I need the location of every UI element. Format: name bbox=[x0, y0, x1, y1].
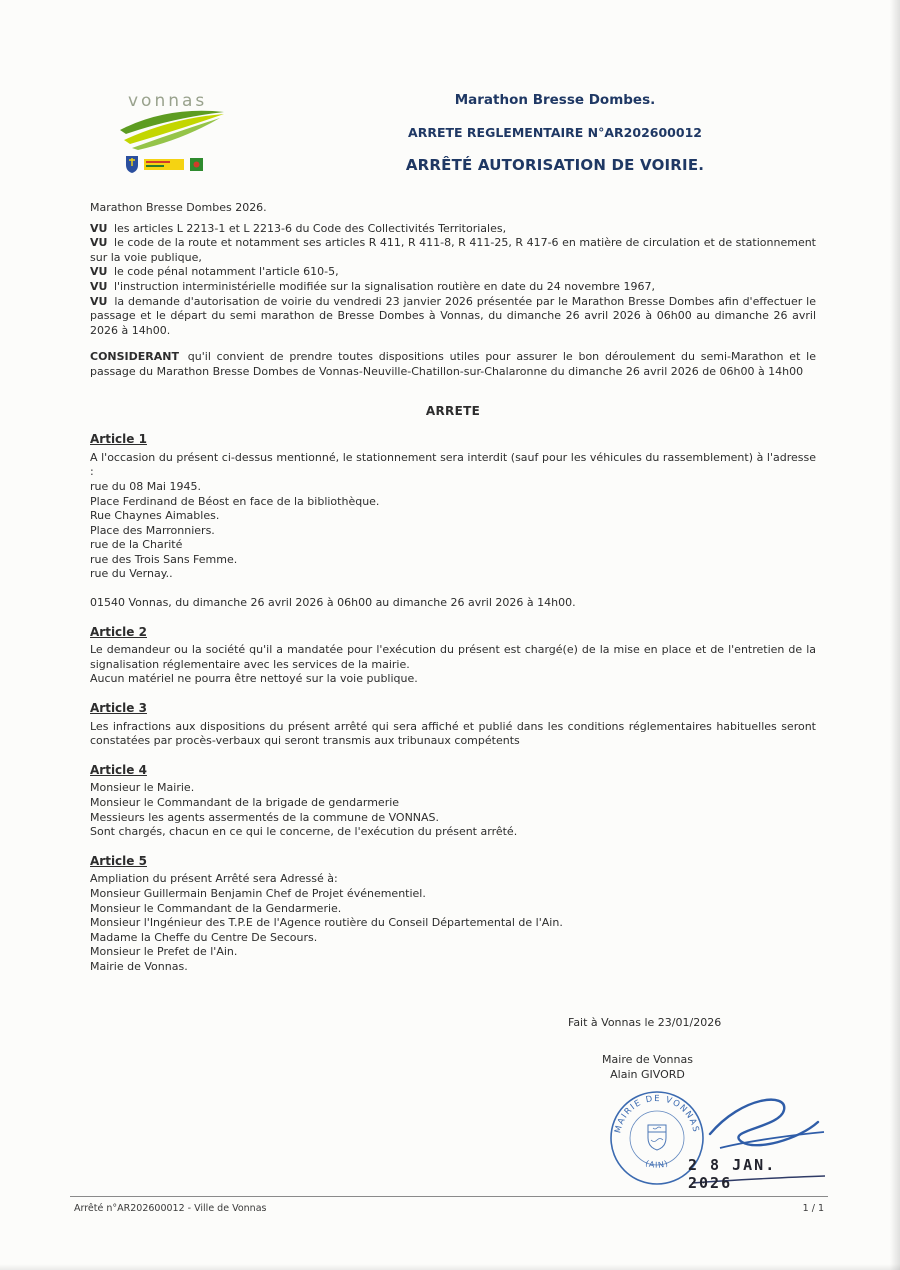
signatory-role: Maire de Vonnas bbox=[602, 1053, 693, 1066]
banner-stripe2 bbox=[146, 165, 164, 167]
considerant-label: CONSIDERANT bbox=[90, 350, 179, 364]
doc-title-number: ARRETE REGLEMENTAIRE N°AR202600012 bbox=[408, 125, 702, 140]
address-line: rue de la Charité bbox=[90, 538, 183, 552]
article-1-heading: Article 1 bbox=[90, 432, 147, 447]
doc-title-event: Marathon Bresse Dombes. bbox=[454, 92, 656, 108]
arrete-heading: ARRETE bbox=[425, 403, 481, 418]
article-5-line: Monsieur Guillermain Benjamin Chef de Projet événementiel. bbox=[90, 886, 426, 900]
article-5-line: Monsieur le Prefet de l'Ain. bbox=[90, 945, 238, 959]
article-1-section bbox=[90, 432, 816, 611]
article-5-line: Mairie de Vonnas. bbox=[90, 959, 188, 973]
article-4-heading: Article 4 bbox=[90, 762, 147, 777]
date-place-line: Fait à Vonnas le 23/01/2026 bbox=[568, 1016, 722, 1029]
vu-paragraph-1 bbox=[90, 222, 816, 237]
vu-paragraph-5 bbox=[90, 295, 816, 339]
footer-page-number: 1 / 1 bbox=[802, 1203, 824, 1214]
logo-emblems bbox=[126, 156, 203, 173]
signature-stroke bbox=[720, 1132, 824, 1148]
address-line: rue des Trois Sans Femme. bbox=[90, 552, 238, 566]
vu-text: les articles L 2213-1 et L 2213-6 du Code des Collectivités Territoriales, bbox=[113, 221, 507, 235]
article-5-line: Madame la Cheffe du Centre De Secours. bbox=[90, 930, 318, 944]
stamp-bottom-text bbox=[644, 1159, 670, 1170]
article-3-section bbox=[90, 701, 816, 749]
signature-flourish bbox=[710, 1100, 818, 1146]
footer-divider bbox=[70, 1196, 828, 1197]
vu-label: VU bbox=[90, 265, 108, 279]
badge-dot bbox=[194, 162, 200, 168]
article-4-line: Messieurs les agents assermentés de la commune de VONNAS. bbox=[90, 810, 440, 824]
signatory-block bbox=[545, 1052, 750, 1082]
vonnas-logo bbox=[112, 88, 232, 187]
vu-label: VU bbox=[90, 221, 108, 235]
article-2-heading: Article 2 bbox=[90, 624, 147, 639]
signatory-name: Alain GIVORD bbox=[610, 1068, 685, 1081]
vu-text: le code de la route et notamment ses articles R 411, R 411-8, R 411-25, R 417-6 en matière de circulation et de stationnement sur la voie publique, bbox=[90, 236, 816, 264]
article-4-section bbox=[90, 763, 816, 840]
date-received-stamp: 2 8 JAN. 2026 bbox=[688, 1156, 777, 1192]
logo-wordmark: vonnas bbox=[128, 91, 208, 111]
article-5-heading: Article 5 bbox=[90, 853, 147, 868]
doc-title-type: ARRÊTÉ AUTORISATION DE VOIRIE. bbox=[405, 156, 705, 174]
fleuris-banner-icon bbox=[144, 159, 184, 170]
article-3-text: Les infractions aux dispositions du présent arrêté qui sera affiché et publié dans les conditions réglementaires habituelles seront constatées par procès-verbaux qui seront transmis aux tribunaux compétents bbox=[90, 719, 816, 748]
vu-text: le code pénal notamment l'article 610-5, bbox=[113, 265, 339, 279]
vu-paragraph-4 bbox=[90, 280, 816, 295]
vu-label: VU bbox=[90, 279, 108, 293]
address-line: rue du 08 Mai 1945. bbox=[90, 479, 201, 493]
article-4-line: Monsieur le Commandant de la brigade de gendarmerie bbox=[90, 796, 400, 809]
article-2-text: Le demandeur ou la société qu'il a mandatée pour l'exécution du présent est chargé(e) de la mise en place et de l'entretien de la signalisation réglementaire avec les services de la mairie. bbox=[90, 643, 816, 671]
article-5-line: Monsieur le Commandant de la Gendarmerie. bbox=[90, 901, 342, 915]
stamp-top-textpath: MAIRIE DE VONNAS bbox=[613, 1093, 701, 1135]
article-2-section bbox=[90, 625, 816, 687]
article-5-section bbox=[90, 854, 816, 975]
article-4-line: Sont chargés, chacun en ce qui le concerne, de l'exécution du présent arrêté. bbox=[90, 825, 518, 839]
mairie-stamp-area bbox=[592, 1082, 827, 1194]
document-body bbox=[90, 201, 816, 975]
vu-paragraph-3 bbox=[90, 265, 816, 280]
article-3-heading: Article 3 bbox=[90, 701, 147, 716]
article-2-text: Aucun matériel ne pourra être nettoyé sur la voie publique. bbox=[90, 672, 418, 686]
address-line: Place des Marronniers. bbox=[90, 523, 215, 537]
banner-stripe bbox=[146, 161, 170, 163]
article-1-closing: 01540 Vonnas, du dimanche 26 avril 2026 à 06h00 au dimanche 26 avril 2026 à 14h00. bbox=[90, 596, 576, 610]
address-line: Place Ferdinand de Béost en face de la bibliothèque. bbox=[90, 494, 380, 508]
vu-paragraph-2 bbox=[90, 236, 816, 265]
address-line: Rue Chaynes Aimables. bbox=[90, 509, 220, 523]
article-5-line: Ampliation du présent Arrêté sera Adressé à: bbox=[90, 872, 338, 886]
vonnas-logo-graphic bbox=[112, 88, 232, 183]
considerant-text: qu'il convient de prendre toutes dispositions utiles pour assurer le bon déroulement du semi-Marathon et le passage du Marathon Bresse Dombes de Vonnas-Neuville-Chatillon-sur-Chalaronne du dimanche 26 avril 2026 de 06h00 à 14h00 bbox=[90, 350, 816, 378]
vu-label: VU bbox=[90, 294, 108, 308]
stamp-inner-ring bbox=[630, 1111, 684, 1165]
article-1-intro: A l'occasion du présent ci-dessus mentionné, le stationnement sera interdit (sauf pour les véhicules du rassemblement) à l'adresse : bbox=[90, 450, 816, 479]
address-line: rue du Vernay.. bbox=[90, 567, 173, 581]
document-header bbox=[300, 92, 810, 174]
stamp-bottom-textpath: (AIN) bbox=[644, 1158, 670, 1170]
stamp-crest-icon bbox=[648, 1125, 666, 1150]
vu-text: la demande d'autorisation de voirie du vendredi 23 janvier 2026 présentée par le Marathon Bresse Dombes afin d'effectuer le passage et le départ du semi marathon de Bresse Dombes à Vonnas, du dimanche 26 avril 2026 à 06h00 au dimanche 26 avril 2026 à 14h00. bbox=[90, 294, 816, 337]
article-4-line: Monsieur le Mairie. bbox=[90, 781, 195, 795]
article-5-line: Monsieur l'Ingénieur des T.P.E de l'Agence routière du Conseil Départemental de l'Ain. bbox=[90, 916, 563, 930]
footer-reference: Arrêté n°AR202600012 - Ville de Vonnas bbox=[74, 1203, 267, 1214]
vu-text: l'instruction interministérielle modifiée sur la signalisation routière en date du 24 novembre 1967, bbox=[113, 279, 655, 293]
considerant-paragraph bbox=[90, 350, 816, 379]
intro-line: Marathon Bresse Dombes 2026. bbox=[90, 201, 267, 214]
vu-label: VU bbox=[90, 236, 108, 250]
